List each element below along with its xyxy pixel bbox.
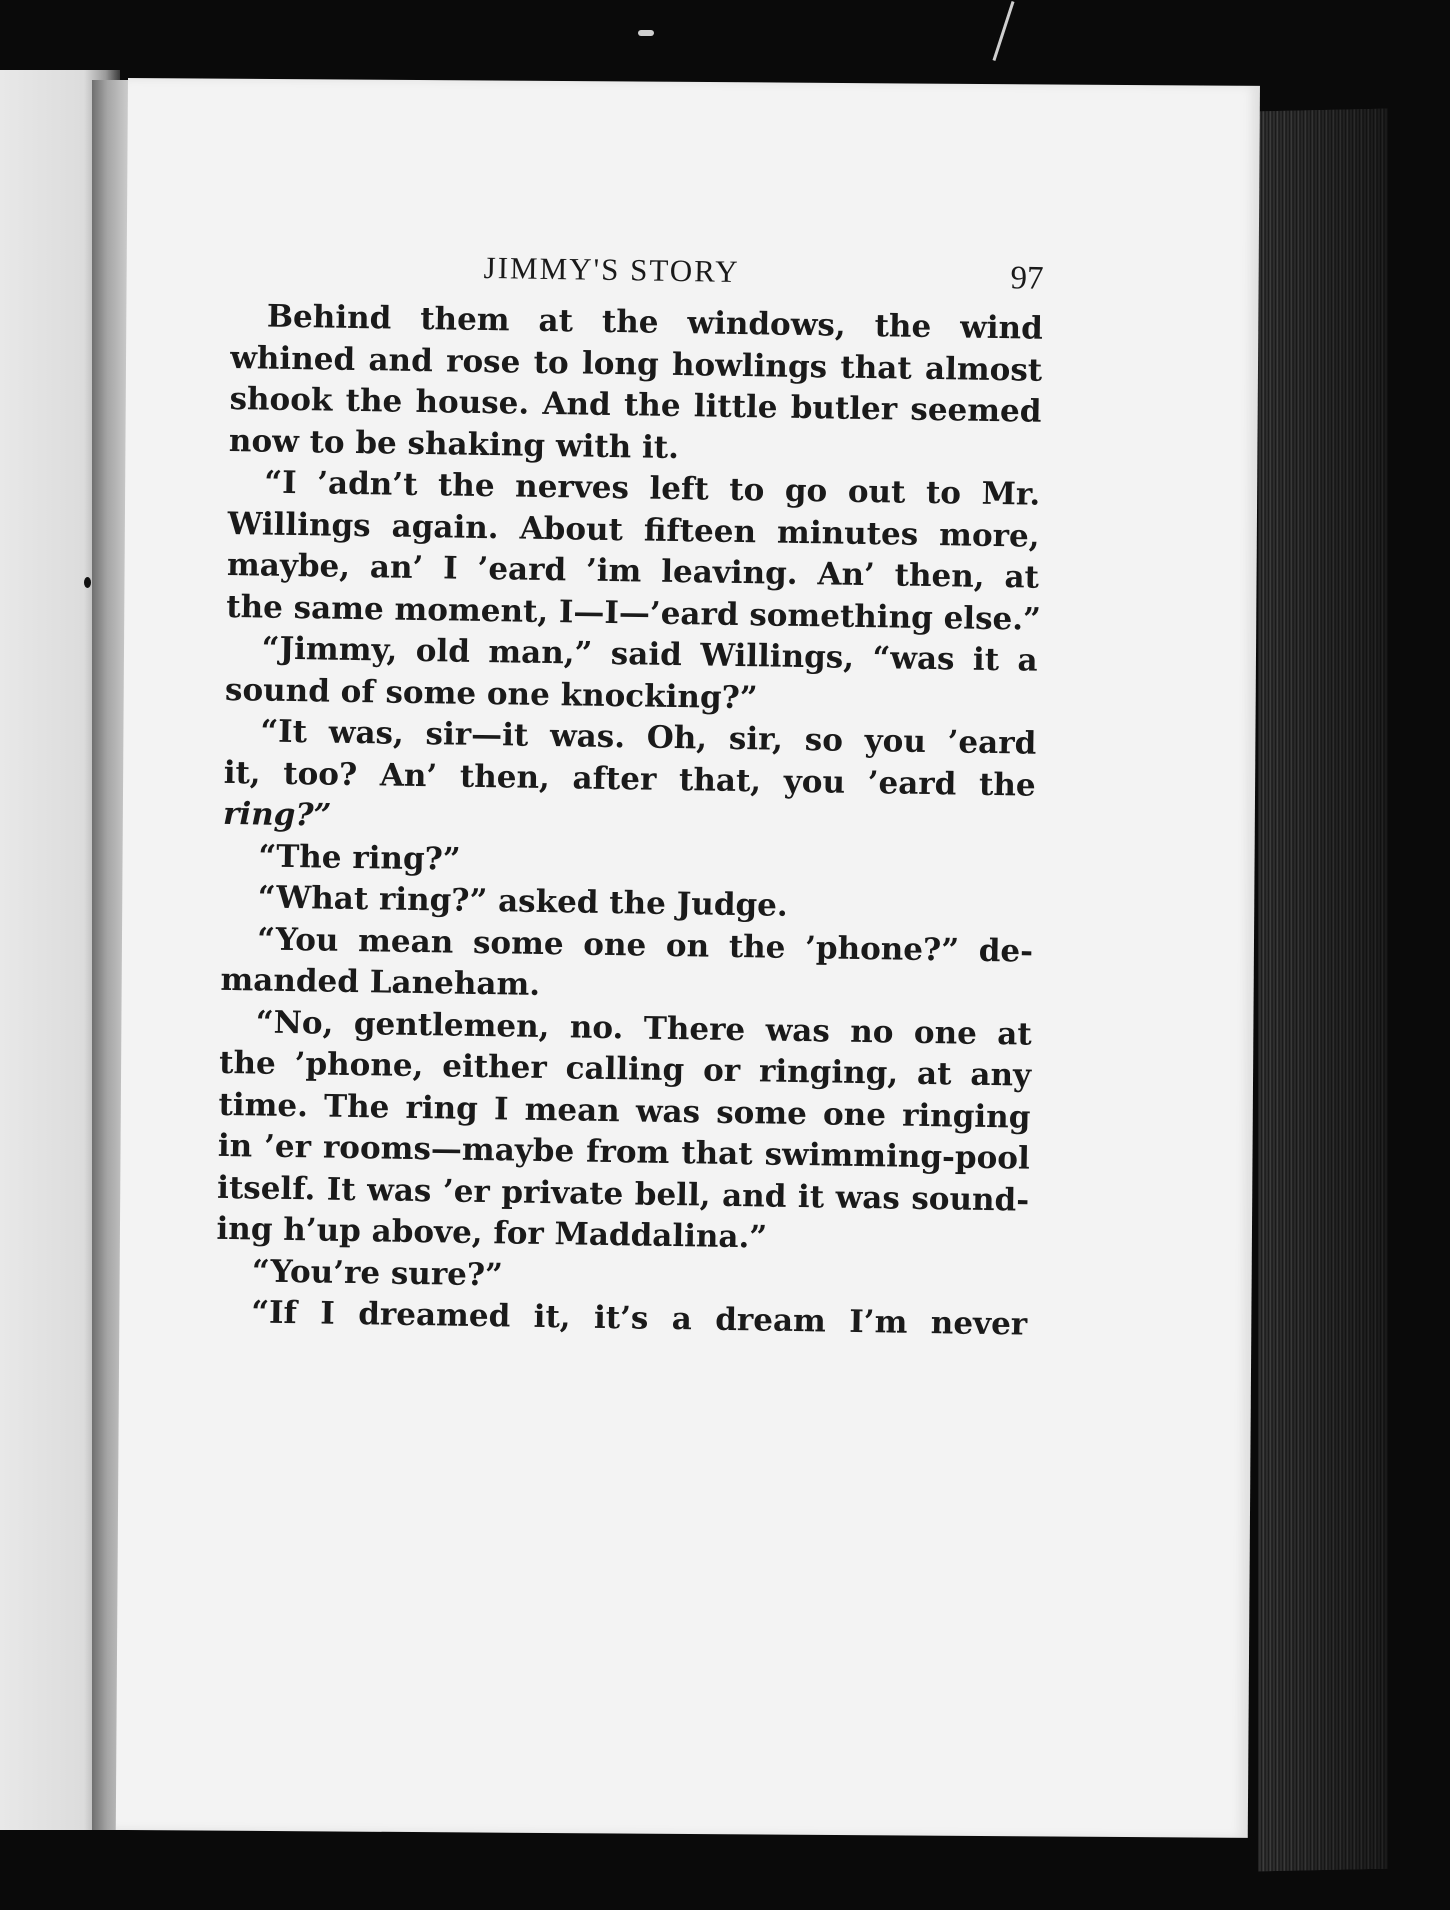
text-line: in ’er rooms—maybe from that swimming-pool — [217, 1127, 1031, 1177]
paragraph — [225, 628, 1038, 724]
text-line: now to be shaking with it. — [228, 422, 680, 466]
paragraph — [223, 711, 1037, 848]
text-line: “You’re sure?” — [251, 1252, 504, 1293]
text-line: “Jimmy, old man,” said Willings, “was it a — [261, 630, 1038, 679]
text-line: “No, gentlemen, no. There was no one at — [255, 1003, 1033, 1053]
text-line: whined and rose to long howlings that almost — [229, 339, 1043, 389]
text-line: “It was, sir—it was. Oh, sir, so you ’eard — [260, 713, 1037, 762]
text-line: “I ’adn’t the nerves left to go out to Mr. — [264, 464, 1041, 513]
running-head-title: JIMMY'S STORY — [483, 249, 740, 289]
margin-dot — [84, 577, 91, 588]
italic-word: ring?” — [222, 795, 332, 834]
text-line: “You mean some one on the ’phone?” de- — [256, 920, 1034, 970]
paragraph — [216, 1001, 1032, 1263]
text-line: time. The ring I mean was some one ringing — [218, 1086, 1031, 1136]
text-line: shook the house. And the little butler seemed — [229, 380, 1042, 430]
text-line: it, too? An’ then, after that, you ’eard the — [223, 754, 1036, 804]
scan-mark — [638, 30, 654, 36]
text-line: maybe, an’ I ’eard ’im leaving. An’ then, at — [226, 546, 1040, 596]
text-line: manded Laneham. — [220, 961, 541, 1003]
paragraph — [226, 462, 1041, 641]
text-line: ing h’up above, for Maddalina.” — [216, 1210, 768, 1256]
text-line: itself. It was ’er private bell, and it was sound- — [216, 1169, 1030, 1219]
paragraph — [229, 296, 1044, 475]
body-text — [215, 296, 1043, 1346]
text-line: Willings again. About fifteen minutes more, — [227, 505, 1040, 555]
page-edges-shadow — [1258, 109, 1388, 1872]
paragraph — [220, 918, 1033, 1014]
text-line: the same moment, I—I—’eard something else.” — [226, 588, 1042, 638]
page-number: 97 — [1010, 260, 1044, 297]
page-text-block — [215, 246, 1044, 1346]
text-line: “The ring?” — [258, 837, 461, 878]
text-line: “What ring?” asked the Judge. — [257, 879, 789, 924]
text-line: the ’phone, either calling or ringing, at any — [218, 1044, 1032, 1094]
text-line: sound of some one knocking?” — [224, 671, 758, 716]
text-line: “If I dreamed it, it’s a dream I’m never — [250, 1294, 1028, 1343]
text-line: Behind them at the windows, the wind — [266, 298, 1044, 347]
